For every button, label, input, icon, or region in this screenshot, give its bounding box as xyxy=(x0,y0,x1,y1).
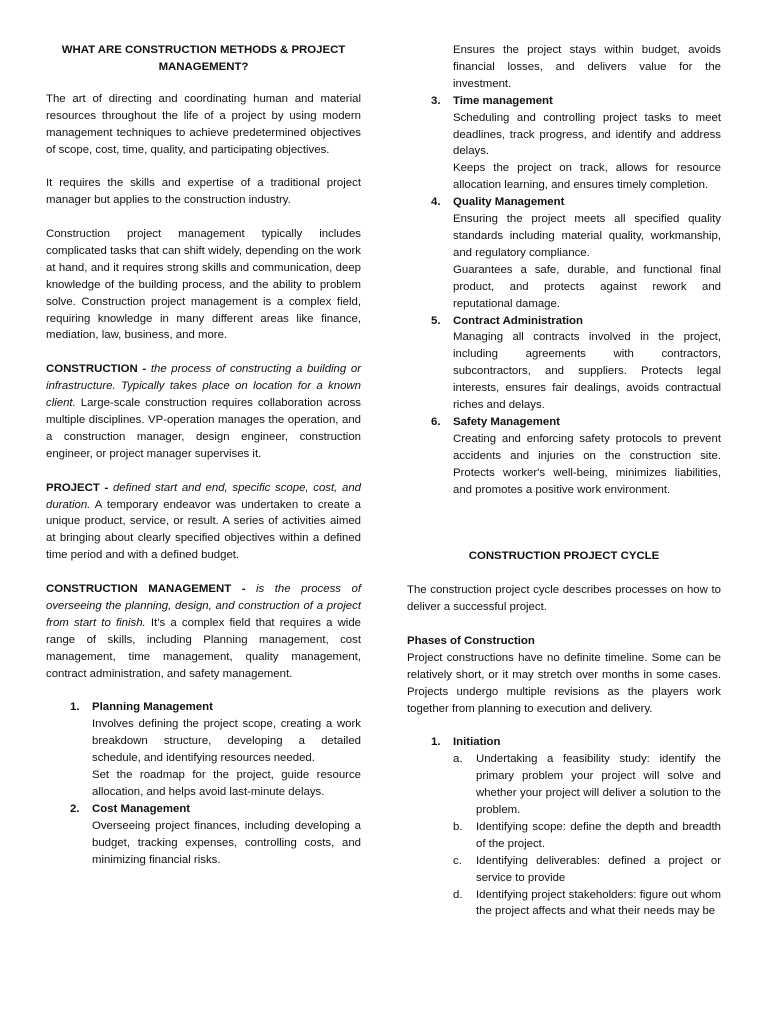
intro-paragraph: The art of directing and coordinating human and material resources throughout the life of a project by using modern management techniques to achieve predetermined objectives of scope, cost, time, quality, and participating objectives. xyxy=(46,92,361,156)
list-text: Set the roadmap for the project, guide resource allocation, and helps avoid last-minute delays. xyxy=(92,768,361,798)
phases-heading: Phases of Construction xyxy=(407,634,535,647)
list-number: 6. xyxy=(431,415,441,428)
cm-rest: It’s a complex field that requires a wide range of skills, including Planning management, cost management, time management, quality management, contract administration, and safety management. xyxy=(46,616,362,680)
phases-paragraph: Project constructions have no definite timeline. Some can be relatively short, or it may stretch over months in some cases. Projects undergo multiple revisions as the players work together from planning to execution and delivery. xyxy=(407,651,721,715)
list-item-cost xyxy=(46,801,361,869)
skills-paragraph: It requires the skills and expertise of a traditional project manager but applies to the construction industry. xyxy=(46,177,361,207)
list-heading: Time management xyxy=(453,94,553,107)
list-text: Overseeing project finances, including developing a budget, tracking expenses, controlling costs, and minimizing financial risks. xyxy=(92,819,361,866)
list-heading: Planning Management xyxy=(92,701,213,714)
cycle-title: CONSTRUCTION PROJECT CYCLE xyxy=(468,550,660,563)
list-heading: Initiation xyxy=(453,736,501,749)
project-definition xyxy=(46,480,361,565)
list-item-initiation xyxy=(407,734,721,920)
construction-sep: - xyxy=(137,363,151,376)
sub-item xyxy=(453,887,721,921)
cm-sep: - xyxy=(231,583,256,596)
sub-text: Identifying project stakeholders: figure out whom the project affects and what their needs may be xyxy=(476,888,721,918)
project-rest: A temporary endeavor was undertaken to create a unique product, service, or result. A series of activities aimed at bringing about clearly specified objectives within a defined time period and with a defined budget. xyxy=(46,498,361,562)
sub-item xyxy=(453,819,721,853)
sub-item xyxy=(453,853,721,887)
list-number: 2. xyxy=(70,802,80,815)
list-item-quality xyxy=(407,194,721,312)
project-term: PROJECT xyxy=(46,481,100,494)
list-number: 5. xyxy=(431,314,441,327)
sub-label: d. xyxy=(453,888,463,901)
cost-continuation: Ensures the project stays within budget, avoids financial losses, and delivers value for the investment. xyxy=(453,44,721,90)
cm-definition xyxy=(46,581,361,682)
cycle-paragraph: The construction project cycle describes processes on how to deliver a successful project. xyxy=(407,584,721,614)
sub-text: Identifying scope: define the depth and breadth of the project. xyxy=(476,820,721,850)
sub-text: Undertaking a feasibility study: identify the primary problem your project will solve and whether your project will deliver a solution to the problem. xyxy=(476,753,721,817)
project-sep: - xyxy=(99,481,113,494)
list-number: 4. xyxy=(431,196,441,209)
list-item-contract xyxy=(407,313,721,414)
sub-item xyxy=(453,751,721,819)
left-column xyxy=(46,42,361,868)
list-number: 3. xyxy=(431,94,441,107)
list-text: Keeps the project on track, allows for resource allocation learning, and ensures timely completion. xyxy=(453,162,721,192)
sub-text: Identifying deliverables: defined a project or service to provide xyxy=(476,854,721,884)
list-text: Creating and enforcing safety protocols to prevent accidents and injuries on the construction site. Protects worker's well-being, minimizes liabilities, and promotes a positive work environment. xyxy=(453,432,721,496)
list-text: Ensuring the project meets all specified quality standards including material quality, workmanship, and regulatory compliance. xyxy=(453,213,721,259)
page-title: WHAT ARE CONSTRUCTION METHODS & PROJECT MANAGEMENT? xyxy=(61,44,346,73)
list-number: 1. xyxy=(70,701,80,714)
project-italic: defined start and end, specific scope, cost, and duration. xyxy=(46,481,362,511)
cm-italic: is the process of overseeing the planning, design, and construction of a project from start to finish. xyxy=(46,583,361,629)
sub-label: c. xyxy=(453,854,462,867)
sub-label: b. xyxy=(453,820,463,833)
list-heading: Cost Management xyxy=(92,802,191,815)
construction-definition xyxy=(46,361,361,462)
right-column xyxy=(407,42,721,920)
list-text: Scheduling and controlling project tasks to meet deadlines, track progress, and identify and address delays. xyxy=(453,111,721,158)
list-heading: Contract Administration xyxy=(453,314,583,327)
list-item-safety xyxy=(407,414,721,499)
list-item-time xyxy=(407,93,721,194)
list-text: Involves defining the project scope, creating a work breakdown structure, developing a detailed schedule, and identifying resources needed. xyxy=(92,718,361,765)
construction-rest: Large-scale construction requires collaboration across multiple disciplines. VP-operation manages the operation, and a construction manager, design engineer, construction engineer, or project manager supervises it. xyxy=(46,397,361,460)
construction-italic: the process of constructing a building or infrastructure. Typically takes place on location for a known client. xyxy=(46,363,361,410)
left-numbered-list xyxy=(46,699,361,868)
list-number: 1. xyxy=(431,736,441,749)
list-item-planning xyxy=(46,699,361,800)
list-text: Managing all contracts involved in the project, including agreements with contractors, subcontractors, and suppliers. Protects legal interests, ensures fair dealings, avoids contractual riches and delays. xyxy=(453,331,721,412)
list-heading: Safety Management xyxy=(453,415,560,428)
construction-term: CONSTRUCTION xyxy=(46,363,138,376)
list-heading: Quality Management xyxy=(453,196,565,209)
sub-label: a. xyxy=(453,753,463,766)
cm-term: CONSTRUCTION MANAGEMENT xyxy=(46,583,232,596)
typical-paragraph: Construction project management typically includes complicated tasks that can shift widely, depending on the work at hand, and it requires strong skills and communication, deep knowledge of the building process, and the ability to problem solve. Construction project management is a complex field, requiring knowledge in many different areas like finance, mediation, law, business, and more. xyxy=(46,228,361,342)
list-text: Guarantees a safe, durable, and functional final product, and protects against rework and reputational damage. xyxy=(453,263,721,310)
